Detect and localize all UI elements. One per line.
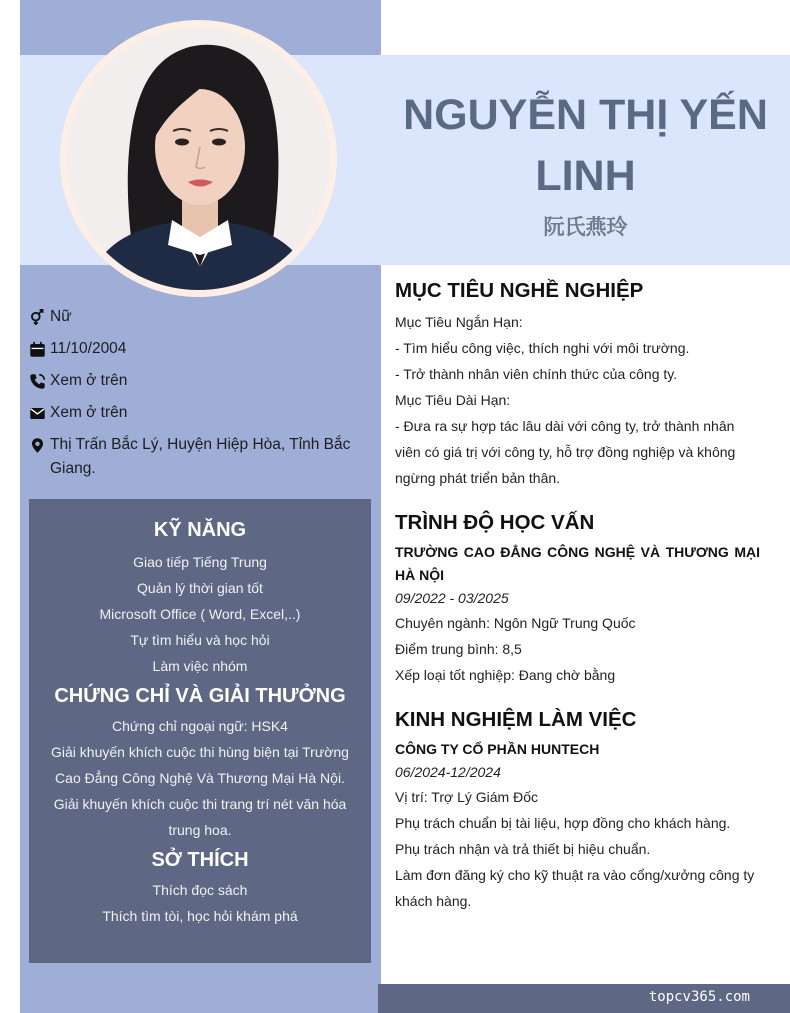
phone-text: Xem ở trên	[50, 372, 128, 389]
experience-period: 06/2024-12/2024	[395, 764, 501, 780]
location-icon	[29, 433, 50, 457]
skills-title: KỸ NĂNG	[153, 519, 247, 541]
objective-line: - Tìm hiểu công việc, thích nghi với môi trường.	[395, 340, 690, 356]
skills-list	[29, 549, 371, 679]
hobbies-title: SỞ THÍCH	[151, 849, 249, 871]
phone-icon	[29, 369, 50, 393]
birthdate-text: 11/10/2004	[50, 340, 127, 357]
chinese-name: 阮氏燕玲	[543, 216, 628, 239]
skill-item: Microsoft Office ( Word, Excel,..)	[99, 606, 301, 622]
skill-item: Tự tìm hiểu và học hỏi	[130, 632, 270, 648]
objective-line: Mục Tiêu Dài Hạn:	[395, 392, 511, 408]
education-title: TRÌNH ĐỘ HỌC VẤN	[395, 511, 595, 534]
profile-photo-frame	[60, 20, 337, 297]
contact-info	[29, 305, 369, 489]
contact-address	[29, 433, 369, 481]
gender-text: Nữ	[50, 308, 72, 325]
education-section	[395, 508, 760, 688]
education-line: Điểm trung bình: 8,5	[395, 641, 522, 657]
hobby-item: Thích tìm tòi, học hỏi khám phá	[102, 908, 298, 924]
experience-line: Phụ trách chuẩn bị tài liệu, hợp đồng cho khách hàng.	[395, 815, 731, 831]
award-item: Giải khuyến khích cuộc thi hùng biện tại Trường Cao Đẳng Công Nghệ Và Thương Mại Hà Nội.	[51, 744, 349, 786]
email-icon	[29, 401, 50, 425]
calendar-icon	[29, 337, 50, 361]
school-name: TRƯỜNG CAO ĐẲNG CÔNG NGHỆ VÀ THƯƠNG MẠI HÀ NỘI	[395, 544, 760, 583]
experience-line: Phụ trách nhận và trả thiết bị hiệu chuẩn.	[395, 841, 651, 857]
education-line: Chuyên ngành: Ngôn Ngữ Trung Quốc	[395, 615, 636, 631]
footer-bar	[378, 984, 790, 1013]
email-text: Xem ở trên	[50, 404, 128, 421]
contact-birthdate	[29, 337, 369, 361]
address-text: Thị Trấn Bắc Lý, Huyện Hiệp Hòa, Tỉnh Bắc Giang.	[50, 436, 351, 477]
hobbies-list	[29, 877, 371, 929]
hobby-item: Thích đọc sách	[152, 882, 248, 898]
objective-line: - Trở thành nhân viên chính thức của công ty.	[395, 366, 678, 382]
awards-title: CHỨNG CHỈ VÀ GIẢI THƯỞNG	[54, 685, 346, 707]
footer-watermark: topcv365.com	[648, 989, 750, 1005]
company-name: CÔNG TY CỔ PHẦN HUNTECH	[395, 741, 600, 757]
contact-email	[29, 401, 369, 425]
award-item: Chứng chỉ ngoại ngữ: HSK4	[112, 718, 288, 734]
experience-title: KINH NGHIỆM LÀM VIỆC	[395, 708, 637, 731]
contact-gender	[29, 305, 369, 329]
experience-line: Vị trí: Trợ Lý Giám Đốc	[395, 789, 538, 805]
award-item: Giải khuyến khích cuộc thi trang trí nét văn hóa trung hoa.	[53, 796, 347, 838]
experience-line: Làm đơn đăng ký cho kỹ thuật ra vào cổng/xưởng công ty khách hàng.	[395, 867, 755, 909]
objective-line: Mục Tiêu Ngắn Hạn:	[395, 314, 523, 330]
contact-phone	[29, 369, 369, 393]
skill-item: Giao tiếp Tiếng Trung	[133, 554, 267, 570]
gender-icon	[29, 305, 50, 329]
skill-item: Làm việc nhóm	[152, 658, 248, 674]
name-block	[381, 55, 790, 265]
main-content	[395, 276, 760, 914]
education-period: 09/2022 - 03/2025	[395, 590, 509, 606]
experience-section	[395, 705, 760, 914]
profile-photo	[67, 27, 330, 290]
objective-title: MỤC TIÊU NGHỀ NGHIỆP	[395, 279, 644, 302]
objective-line: - Đưa ra sự hợp tác lâu dài với công ty, trở thành nhân viên có giá trị với công ty, hỗ trợ đồng nghiệp và không ngừng phát triển bản thân.	[395, 418, 736, 486]
sidebar-dark-box	[29, 499, 371, 963]
awards-list	[29, 713, 371, 843]
objective-section	[395, 276, 760, 491]
skill-item: Quản lý thời gian tốt	[137, 580, 263, 596]
full-name: NGUYỄN THỊ YẾN LINH	[403, 91, 768, 200]
education-line: Xếp loại tốt nghiệp: Đang chờ bằng	[395, 667, 616, 683]
